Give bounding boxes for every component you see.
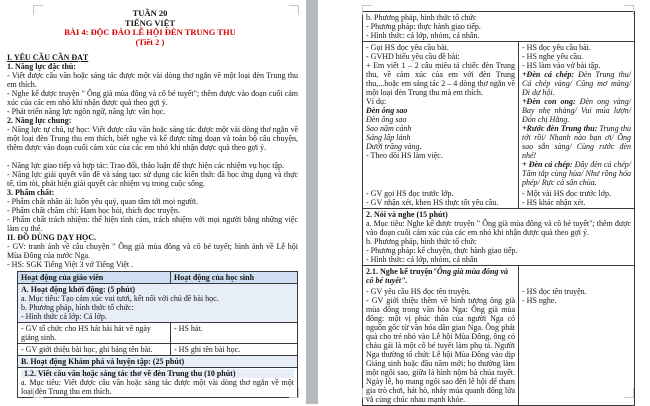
teacher-activity: - Gọi HS đọc yêu cầu bài. (366, 43, 449, 52)
paragraph: - Phương pháp: thực hành giao tiếp. (366, 22, 481, 31)
paragraph: a. Mục tiêu: Tạo cảm xúc vui tươi, kết nối với chủ đề bài học. (21, 294, 219, 303)
crop-mark (289, 388, 299, 398)
section-1-2-title: 1.2. Viết câu văn hoặc sáng tác thơ về đèn Trung thu (10 phút) (21, 369, 294, 378)
teacher-activity: - GV gọi HS đọc trước lớp. (366, 189, 454, 198)
table-row-section-1-2 (18, 367, 297, 397)
student-poem-example: +Đèn cá chép: Đèn Trung thu/ Cá chép vàng/ Cũng mơ màng/ Đi dự hội. (522, 70, 631, 97)
table-row-section-2 (363, 208, 634, 265)
table-row-feedback (363, 188, 634, 208)
paragraph: - Hình thức: cả lớp, nhóm, cá nhân (366, 255, 478, 264)
section-heading-1: I. YÊU CẦU CẦN ĐẠT (7, 53, 89, 62)
student-activity: - HS làm vào vở bài tập. (522, 61, 601, 70)
paragraph: - Nghe kể được truyện " Ông già mùa đông và cô bé tuyết"; thêm được vào đoạn cuối cảm xúc của các em nhỏ khi nhận được quà theo gợi ý. (7, 89, 298, 107)
paragraph: b. Phương pháp, hình thức tổ chức (366, 237, 477, 246)
paragraph: - Hình thức cả lớp: Cả lớp. (21, 312, 107, 321)
crop-mark (362, 388, 372, 398)
student-activity: - HS ghi tên bài học. (174, 345, 241, 354)
paragraph: - Hình thức: cả lớp, nhóm, cá nhân. (366, 31, 480, 40)
paragraph: - Viết được câu văn hoặc sáng tác được một vài dòng thơ ngắn về một loại đèn Trung thu em thích. (7, 71, 298, 89)
section-2-title: 2. Nói và nghe (15 phút) (366, 210, 448, 219)
section-heading-2: II. ĐỒ DÙNG DẠY HỌC. (7, 233, 97, 242)
page-gutter (306, 0, 318, 404)
teacher-activity: - GV yêu cầu HS đọc tên truyện. (366, 287, 471, 296)
table-row-writing-activity (363, 41, 634, 188)
teacher-activity: - GV nhận xét, khen HS thực tốt yêu cầu. (366, 198, 499, 207)
paragraph: - Năng lực tự chủ, tự học: Viết được câu văn hoặc sáng tác được một vài dòng thơ ngắn về một loại đèn Trung thu em thích, biết nghe và kể được từng đoạn và toàn bộ câu chuyện, thêm được vào đoạn cuối cảm xúc của các em nhỏ khi nhận được quà theo gợi ý. (7, 125, 298, 152)
header-teacher-activities: Hoạt động của giáo viên (18, 272, 171, 283)
objectives-section (7, 53, 298, 269)
section-b-title: B. Hoạt động Khám phá và luyện tập: (25 phút) (21, 357, 185, 366)
subheading: 3. Phẩm chất: (7, 188, 55, 197)
poem-line: Đèn ông sao (366, 115, 407, 124)
paragraph: b. Phương pháp, hình thức tổ chức: (21, 303, 134, 312)
paragraph: - Phẩm chất chăm chỉ: Ham học hỏi, thích đọc truyện. (7, 206, 180, 215)
student-activity: - HS hát. (174, 324, 203, 333)
subheading: 2. Năng lực chung: (7, 116, 72, 125)
paragraph: - Phẩm chất nhân ái: luôn yêu quý, quan tâm tới mọi người. (7, 197, 198, 206)
teacher-activity: - GV giới thiệu thêm về hình tượng ông già mùa đông trong văn hóa Nga: Ông già mùa đông: một vị phúc thần của người Nga có nguồn gốc từ văn hóa dân gian Nga. Ông phát quà cho trẻ nhỏ vào Lễ hội Mùa Đông, ông có cháu gái là một cô bé tuyết làm phụ tá. Người Nga thường tổ chức Lễ hội Mùa Đông vào dịp Giáng sinh hoặc đầu năm mới; họ thường làm một ngôi sao, giữa là hình nộm bà chúa tuyết. Ngày lễ, họ mang ngôi sao đến lễ hội để tham gia trò chơi, hát hò, nhảy múa quanh đống lửa và cùng chúc nhau mạnh khỏe. (366, 296, 515, 404)
teacher-activity: + Em viết 1 – 2 câu miêu tả chiếc đèn Trung thu, về cảm xúc của em với đèn Trung thu,...hoặc em sáng tác 2 – 4 dòng thơ ngắn về một loại đèn Trung thu mà em thích. (366, 61, 515, 97)
crop-mark (289, 5, 299, 15)
blank-line (7, 152, 298, 161)
section-2-1-title: 2.1. Nghe kể truyện"Ông già mùa đông và cô bé tuyết". (366, 267, 509, 285)
table-row-section-a (18, 283, 297, 322)
student-poem-example: +Đèn con ong: Đèn ong vàng/ Bay nhẹ nhàng/ Vui múa lượn/ Đón chị Hằng. (522, 97, 631, 124)
crop-mark (624, 5, 634, 15)
poem-line: Dưới trăng vàng. (366, 142, 422, 151)
student-activity: - HS nghe yêu cầu. (522, 52, 584, 61)
title-lesson: BÀI 4: ĐỘC ĐÁO LỄ HỘI ĐÈN TRUNG THU (64, 27, 236, 37)
document-title (0, 9, 300, 47)
teacher-activity: - GV giới thiệu bài học, ghi bảng tên bài. (21, 345, 153, 354)
student-activity: - HS đọc yêu cầu bài. (522, 43, 591, 52)
title-week: TUẦN 20 (132, 8, 168, 18)
title-period: (Tiết 2 ) (135, 36, 165, 47)
student-poem-example: +Rước đèn Trung thu: Trung thu tới rồi/ Nhanh nào bạn ơi/ Ông sao sẵn sàng/ Cùng rước đèn nhé! (522, 124, 631, 160)
teacher-activity: - GV tổ chức cho HS hát bài hát về ngày giảng sinh. (21, 324, 151, 342)
page-1 (0, 0, 306, 404)
teacher-activity: - Theo dõi HS làm việc. (366, 151, 443, 160)
student-activity: - HS đọc tên truyện. (522, 287, 587, 296)
student-poem-example: + Đèn cá chép: Đây đèn cá chép/ Tăm tắp cùng hùa/ Như rồng hóa phép/ Rực cả sân chùa. (522, 160, 631, 187)
paragraph: a. Mục tiêu: Nghe kể được truyện " Ông già mùa đông và cô bé tuyết"; thêm được vào đoạn cuối cảm xúc của các em nhỏ khi nhận được quà theo gợi ý. (366, 219, 631, 237)
paragraph: - Phát triển năng lực ngôn ngữ, năng lực văn học. (7, 107, 166, 116)
paragraph: a. Mục tiêu: Viết được câu văn hoặc sáng tác được một vài dòng thơ ngắn về một loại đèn Trung thu em thích. (21, 378, 294, 396)
table-row (18, 343, 297, 355)
section-a-title: A. Hoạt động khởi động: (5 phút) (21, 285, 136, 294)
page-2 (318, 0, 650, 404)
poem-title: Đèn ông sao (366, 106, 408, 115)
header-student-activities: Hoạt động của học sinh (174, 273, 255, 282)
table-row-methods (363, 12, 634, 41)
poem-line: Sáng lấp lánh (366, 133, 411, 142)
example-label: Ví dụ: (366, 97, 387, 106)
paragraph: - Năng lực giao tiếp và hợp tác: Trao đổi, thảo luận để thực hiện các nhiệm vụ học tập. (7, 161, 285, 170)
table-row (18, 322, 297, 343)
student-activity: - HS khác nhận xét. (522, 198, 586, 207)
table-header-row (18, 272, 297, 283)
table-row-section-b (18, 355, 297, 367)
subheading: 1. Năng lực đặc thù: (7, 62, 77, 71)
paragraph: - Phương pháp: kể chuyện, thực hành giao tiếp. (366, 246, 518, 255)
student-activity: - HS nghe. (522, 296, 557, 305)
student-activity: - Một vài HS đọc trước lớp. (522, 189, 612, 198)
activities-table-page2 (362, 11, 635, 406)
poem-line: Sao năm cánh (366, 124, 412, 133)
paragraph: - Năng lực giải quyết vấn đề và sáng tạo: sử dụng các kiến thức đã học ứng dụng và thực tế, tìm tòi, phát hiện giải quyết các nhiệm vụ trong cuộc sống. (7, 170, 298, 188)
paragraph: - HS: SGK Tiếng Việt 3 vở Tiếng Việt . (7, 260, 134, 269)
table-row-section-2-1-title (363, 265, 634, 286)
table-row-storytelling (363, 286, 634, 405)
teacher-activity: - GVHD hiểu yêu cầu đề bài: (366, 52, 460, 61)
activities-table-page1 (17, 271, 298, 398)
crop-mark (33, 388, 43, 398)
crop-mark (33, 5, 43, 15)
crop-mark (362, 5, 372, 15)
crop-mark (624, 388, 634, 398)
paragraph: - GV: tranh ảnh về câu chuyện " Ông già mùa đông và cô bé tuyết; hình ảnh về Lễ hội Mùa Đông của nước Nga. (7, 242, 298, 260)
paragraph: b. Phương pháp, hình thức tổ chức (366, 13, 477, 22)
paragraph: - Phẩm chất trách nhiệm: thể hiện tình cảm, trách nhiệm với mọi người bằng những việc làm cụ thể. (7, 215, 298, 233)
title-subject: TIẾNG VIỆT (124, 17, 176, 28)
